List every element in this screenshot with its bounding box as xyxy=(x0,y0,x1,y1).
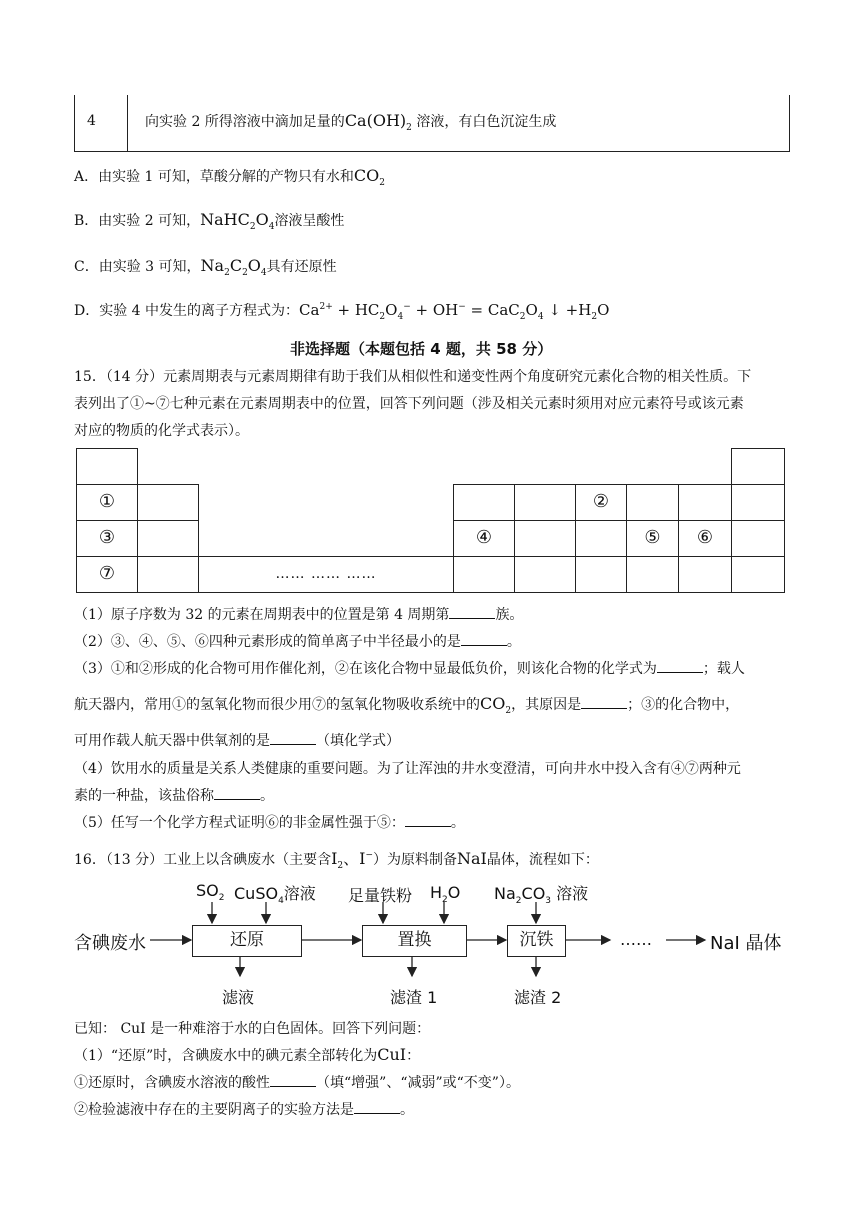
flow-reagent-na2co3: $Na_2CO_3$ 溶液 xyxy=(494,884,589,907)
pt-dots: …… …… …… xyxy=(275,566,377,582)
q15-part-3: （3）①和②形成的化合物可用作催化剂，②在该化合物中显最低负价，则该化合物的化学式为 ；载人 xyxy=(74,661,745,677)
flow-output: NaI 晶体 xyxy=(710,933,782,954)
flow-box-iron-precip: 沉铁 xyxy=(507,925,566,957)
table-row-number: 4 xyxy=(87,113,96,129)
option-b: B．由实验 2 可知，$NaHC_2O_4$溶液呈酸性 xyxy=(74,210,345,233)
flow-input: 含碘废水 xyxy=(74,933,146,954)
flow-box-replace: 置换 xyxy=(362,925,467,957)
pt-cell-e7: ⑦ xyxy=(76,556,138,593)
q15-stem-1: 15．（14 分）元素周期表与元素周期律有助于我们从相似性和递变性两个角度研究元素化合物的相关性质。下 xyxy=(74,369,752,385)
q15-part-5: （5）任写一个化学方程式证明⑥的非金属性强于⑤： 。 xyxy=(74,815,465,831)
q16-part-1: （1）“还原”时，含碘废水中的碘元素全部转化为CuI： xyxy=(74,1045,421,1064)
pt-cell-e2: ② xyxy=(575,484,627,521)
flow-reagent-water: $H_2O$ xyxy=(430,883,461,906)
section-header: 非选择题（本题包括 4 题，共 58 分） xyxy=(290,340,553,358)
flow-reagent-so2: $SO_2$ xyxy=(196,881,225,904)
q15-part-3-end: 可用作载人航天器中供氧剂的是 （填化学式） xyxy=(74,733,400,749)
q15-part-4: （4）饮用水的质量是关系人类健康的重要问题。为了让浑浊的井水变澄清，可向井水中投入含有④⑦两种元 xyxy=(74,761,741,777)
formula: $Ca(OH)_2$ xyxy=(344,111,412,134)
q16-stem: 16．（13 分）工业上以含碘废水（主要含$I_2$、I−）为原料制备NaI晶体，流程如下： xyxy=(74,849,599,872)
answer-blank xyxy=(270,1085,316,1087)
q16-part-1-2: ②检验滤液中存在的主要阴离子的实验方法是 。 xyxy=(74,1102,414,1118)
table-row-text: 向实验 2 所得溶液中滴加足量的$Ca(OH)_2$ 溶液，有白色沉淀生成 xyxy=(145,111,557,134)
flow-reagent-iron: 足量铁粉 xyxy=(348,886,413,905)
q15-part-4-cont: 素的一种盐，该盐俗称 。 xyxy=(74,788,274,804)
pt-cell-e1: ① xyxy=(76,484,138,521)
option-d: D．实验 4 中发生的离子方程式为：$Ca^{2+} + HC_2O_4^- + OH^- = CaC_2O_4$ ↓ $+H_2O$ xyxy=(74,301,610,322)
flow-out-filtrate: 滤液 xyxy=(222,988,255,1007)
q15-part-3-cont: 航天器内，常用①的氢氧化物而很少用⑦的氢氧化物吸收系统中的$CO_2$，其原因是 ；③的化合物中， xyxy=(74,694,740,717)
answer-blank xyxy=(354,1112,400,1114)
pt-cell-e3: ③ xyxy=(76,520,138,557)
pt-cell-e5: ⑤ xyxy=(626,520,679,557)
q16-part-1-1: ①还原时，含碘废水溶液的酸性 （填“增强”、“减弱”或“不变”）。 xyxy=(74,1075,520,1091)
q15-part-2: （2）③、④、⑤、⑥四种元素形成的简单离子中半径最小的是 。 xyxy=(74,634,521,650)
option-c: C．由实验 3 可知，$Na_2C_2O_4$具有还原性 xyxy=(74,256,337,279)
flow-dots: …… xyxy=(620,930,652,949)
flow-reagent-cuso4: CuSO$_4$溶液 xyxy=(234,884,316,907)
q15-part-1: （1）原子序数为 32 的元素在周期表中的位置是第 4 周期第 族。 xyxy=(74,607,524,623)
pt-cell-e4: ④ xyxy=(453,520,515,557)
flow-box-reduce: 还原 xyxy=(192,925,302,957)
flow-out-residue-2: 滤渣 2 xyxy=(514,988,562,1007)
q15-stem-2: 表列出了①~⑦七种元素在元素周期表中的位置，回答下列问题（涉及相关元素时须用对应元素符号或该元素 xyxy=(74,396,744,412)
option-a: A．由实验 1 可知，草酸分解的产物只有水和$CO_2$ xyxy=(74,166,386,189)
q15-stem-3: 对应的物质的化学式表示）。 xyxy=(74,423,249,439)
flow-out-residue-1: 滤渣 1 xyxy=(390,988,438,1007)
q16-known: 已知： CuI 是一种难溶于水的白色固体。回答下列问题： xyxy=(74,1021,431,1037)
pt-cell-e6: ⑥ xyxy=(678,520,732,557)
